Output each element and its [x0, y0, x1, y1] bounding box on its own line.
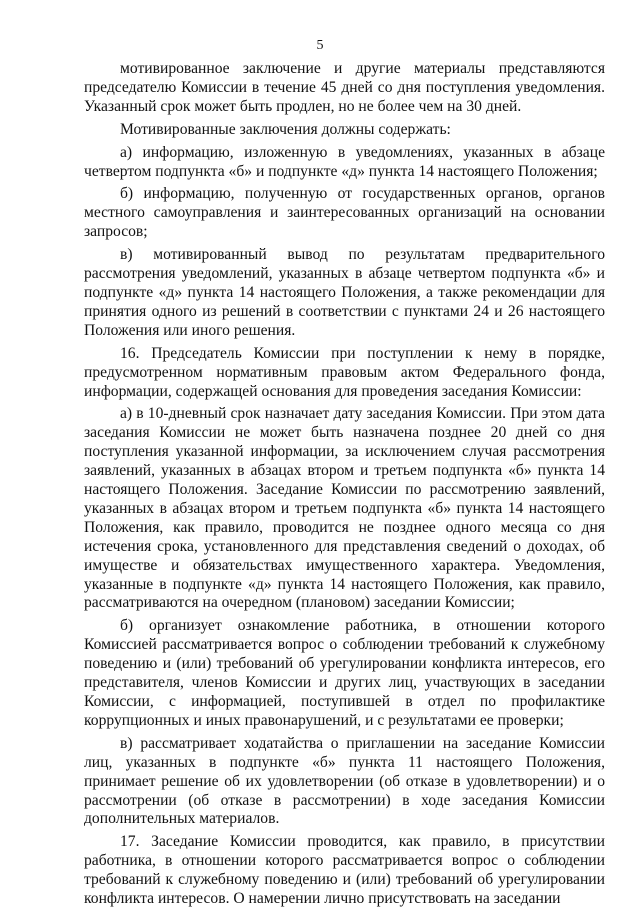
- paragraph-clause-16: 16. Председатель Комиссии при поступлении к нему в порядке, предусмотренном нормативным правовым актом Федерального фонда, информации, содержащей основания для проведения заседания Комиссии:: [84, 344, 605, 400]
- paragraph-clause-16-v: в) рассматривает ходатайства о приглашении на заседание Комиссии лиц, указанных в подпункте «б» пункта 11 настоящего Положения, принимает решение об их удовлетворении (об отказе в удовлетворении) и о рассмотрении (об отказе в рассмотрении) в ходе заседания Комиссии дополнительных материалов.: [84, 734, 605, 828]
- page-number: 5: [316, 38, 324, 53]
- paragraph-clause-16-a: а) в 10-дневный срок назначает дату заседания Комиссии. При этом дата заседания Комиссии не может быть назначена позднее 20 дней со дня поступления указанной информации, за исключением случая рассмотрения заявлений, указанных в абзацах втором и третьем подпункта «б» пункта 14 настоящего Положения. Заседание Комиссии по рассмотрению заявлений, указанных в абзацах втором и третьем подпункта «б» пункта 14 настоящего Положения, как правило, проводится не позднее одного месяца со дня истечения срока, установленного для представления сведений о доходах, об имуществе и обязательствах имущественного характера. Уведомления, указанные в подпункте «д» пункта 14 настоящего Положения, как правило, рассматриваются на очередном (плановом) заседании Комиссии;: [84, 405, 605, 612]
- paragraph-continuation: мотивированное заключение и другие материалы представляются председателю Комиссии в течение 45 дней со дня поступления уведомления. Указанный срок может быть продлен, но не более чем на 30 дней.: [84, 60, 605, 115]
- document-body: [84, 60, 605, 913]
- paragraph-conclusions-intro: Мотивированные заключения должны содержать:: [120, 120, 451, 138]
- paragraph-item-a: а) информацию, изложенную в уведомлениях, указанных в абзаце четвертом подпункта «б» и подпункте «д» пункта 14 настоящего Положения;: [84, 143, 605, 180]
- paragraph-item-v: в) мотивированный вывод по результатам предварительного рассмотрения уведомлений, указанных в абзаце четвертом подпункта «б» и подпункте «д» пункта 14 настоящего Положения, а также рекомендации для принятия одного из решений в соответствии с пунктами 24 и 26 настоящего Положения или иного решения.: [84, 246, 605, 339]
- paragraph-clause-17: 17. Заседание Комиссии проводится, как правило, в присутствии работника, в отношении которого рассматривается вопрос о соблюдении требований к служебному поведению и (или) требований об урегулировании конфликта интересов. О намерении лично присутствовать на заседании: [84, 833, 605, 908]
- paragraph-clause-16-b: б) организует ознакомление работника, в отношении которого Комиссией рассматривается вопрос о соблюдении требований к служебному поведению и (или) требований об урегулировании конфликта интересов, его представителя, членов Комиссии и других лиц, участвующих в заседании Комиссии, с информацией, поступившей в отдел по профилактике коррупционных и иных правонарушений, и с результатами ее проверки;: [84, 617, 605, 729]
- paragraph-item-b: б) информацию, полученную от государственных органов, органов местного самоуправления и заинтересованных организаций на основании запросов;: [84, 185, 605, 241]
